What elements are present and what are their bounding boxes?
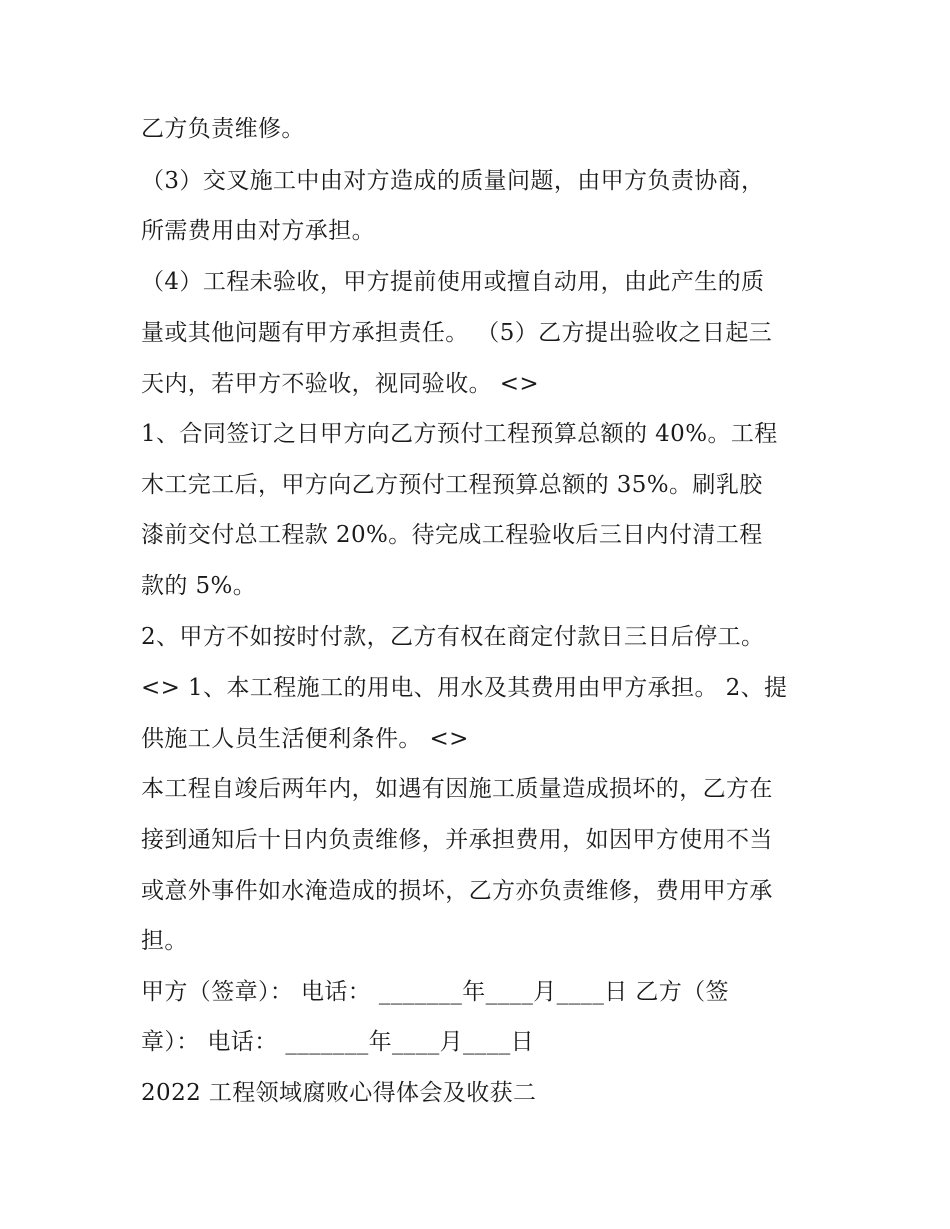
text-line: 供施工人员生活便利条件。 <> <box>141 726 469 752</box>
signature-line: 章）： 电话： _______年____月____日 <box>141 1029 535 1055</box>
text-line: 量或其他问题有甲方承担责任。 （5）乙方提出验收之日起三 <box>141 320 773 346</box>
text-line: （3）交叉施工中由对方造成的质量问题，由甲方负责协商， <box>141 168 765 194</box>
text-line: <> 1、本工程施工的用电、用水及其费用由甲方承担。 2、提 <box>141 675 788 701</box>
text-line: 或意外事件如水淹造成的损坏，乙方亦负责维修，费用甲方承 <box>141 878 773 904</box>
section-title: 2022 工程领域腐败心得体会及收获二 <box>141 1080 537 1106</box>
text-line: 款的 5%。 <box>141 573 257 599</box>
text-line: 乙方负责维修。 <box>141 116 305 142</box>
text-line: 所需费用由对方承担。 <box>141 218 375 244</box>
text-line: 木工完工后，甲方向乙方预付工程预算总额的 35%。刷乳胶 <box>141 472 763 498</box>
text-line: 本工程自竣后两年内，如遇有因施工质量造成损坏的，乙方在 <box>141 776 773 802</box>
text-line: 接到通知后十日内负责维修，并承担费用，如因甲方使用不当 <box>141 827 773 853</box>
text-line: 漆前交付总工程款 20%。待完成工程验收后三日内付清工程 <box>141 522 763 548</box>
text-line: 2、甲方不如按时付款，乙方有权在商定付款日三日后停工。 <box>141 624 765 650</box>
text-line: 1、合同签订之日甲方向乙方预付工程预算总额的 40%。工程 <box>141 421 778 447</box>
text-line: （4）工程未验收，甲方提前使用或擅自动用，由此产生的质 <box>141 269 765 295</box>
text-line: 天内，若甲方不验收，视同验收。 <> <box>141 371 540 397</box>
signature-line: 甲方（签章）： 电话： _______年____月____日 乙方（签 <box>141 979 729 1005</box>
text-line: 担。 <box>141 928 188 954</box>
